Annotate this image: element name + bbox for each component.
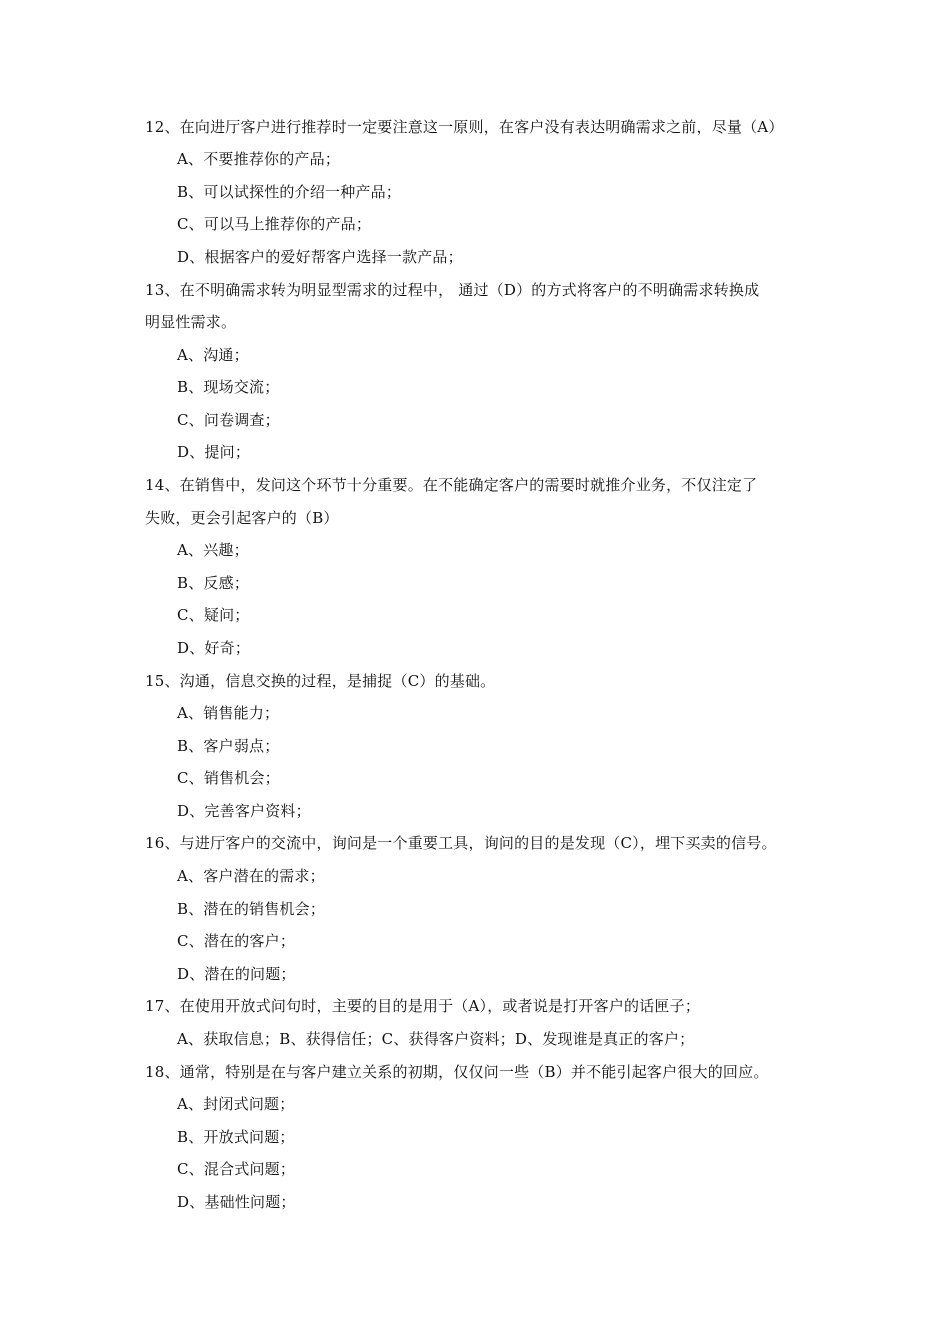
question-16-option-b: B、潜在的销售机会； — [177, 900, 326, 918]
question-13-stem-line-2: 明显性需求。 — [145, 313, 237, 331]
question-14-option-c: C、疑问； — [177, 606, 250, 624]
question-18-stem: 18、通常，特别是在与客户建立关系的初期，仅仅问一些（B）并不能引起客户很大的回应。 — [145, 1063, 769, 1081]
question-17-stem: 17、在使用开放式问句时，主要的目的是用于（A），或者说是打开客户的话匣子； — [145, 997, 701, 1015]
question-13-option-b: B、现场交流； — [177, 378, 280, 396]
question-14-option-b: B、反感； — [177, 574, 250, 592]
question-16-option-d: D、潜在的问题； — [177, 965, 296, 983]
question-12-stem: 12、在向进厅客户进行推荐时一定要注意这一原则，在客户没有表达明确需求之前，尽量（A） — [145, 118, 784, 136]
question-14-stem-line-1: 14、在销售中，发问这个环节十分重要。在不能确定客户的需要时就推介业务，不仅注定了 — [145, 476, 758, 494]
question-16-option-a: A、客户潜在的需求； — [177, 867, 325, 885]
question-15-option-b: B、客户弱点； — [177, 737, 280, 755]
question-14-option-a: A、兴趣； — [177, 541, 249, 559]
question-14-option-d: D、好奇； — [177, 639, 251, 657]
question-15-option-d: D、完善客户资料； — [177, 802, 311, 820]
question-12-option-d: D、根据客户的爱好帮客户选择一款产品； — [177, 248, 463, 266]
question-15-stem: 15、沟通，信息交换的过程，是捕捉（C）的基础。 — [145, 672, 496, 690]
question-16-stem: 16、与进厅客户的交流中，询问是一个重要工具，询问的目的是发现（C），埋下买卖的信号。 — [145, 834, 777, 852]
question-18-option-b: B、开放式问题； — [177, 1128, 295, 1146]
question-13-stem-line-1: 13、在不明确需求转为明显型需求的过程中， 通过（D）的方式将客户的不明确需求转换成 — [145, 281, 760, 299]
question-17-options: A、获取信息；B、获得信任；C、获得客户资料；D、发现谁是真正的客户； — [177, 1030, 695, 1048]
question-18-option-c: C、混合式问题； — [177, 1160, 296, 1178]
question-13-option-d: D、提问； — [177, 443, 251, 461]
question-13-option-c: C、问卷调查； — [177, 411, 280, 429]
question-16-option-c: C、潜在的客户； — [177, 932, 296, 950]
question-15-option-c: C、销售机会； — [177, 769, 280, 787]
question-15-option-a: A、销售能力； — [177, 704, 280, 722]
question-12-option-a: A、不要推荐你的产品； — [177, 150, 341, 168]
question-18-option-a: A、封闭式问题； — [177, 1095, 295, 1113]
question-18-option-d: D、基础性问题； — [177, 1193, 296, 1211]
question-14-stem-line-2: 失败，更会引起客户的（B） — [145, 509, 339, 527]
question-12-option-b: B、可以试探性的介绍一种产品； — [177, 183, 402, 201]
question-12-option-c: C、可以马上推荐你的产品； — [177, 215, 372, 233]
question-13-option-a: A、沟通； — [177, 346, 249, 364]
